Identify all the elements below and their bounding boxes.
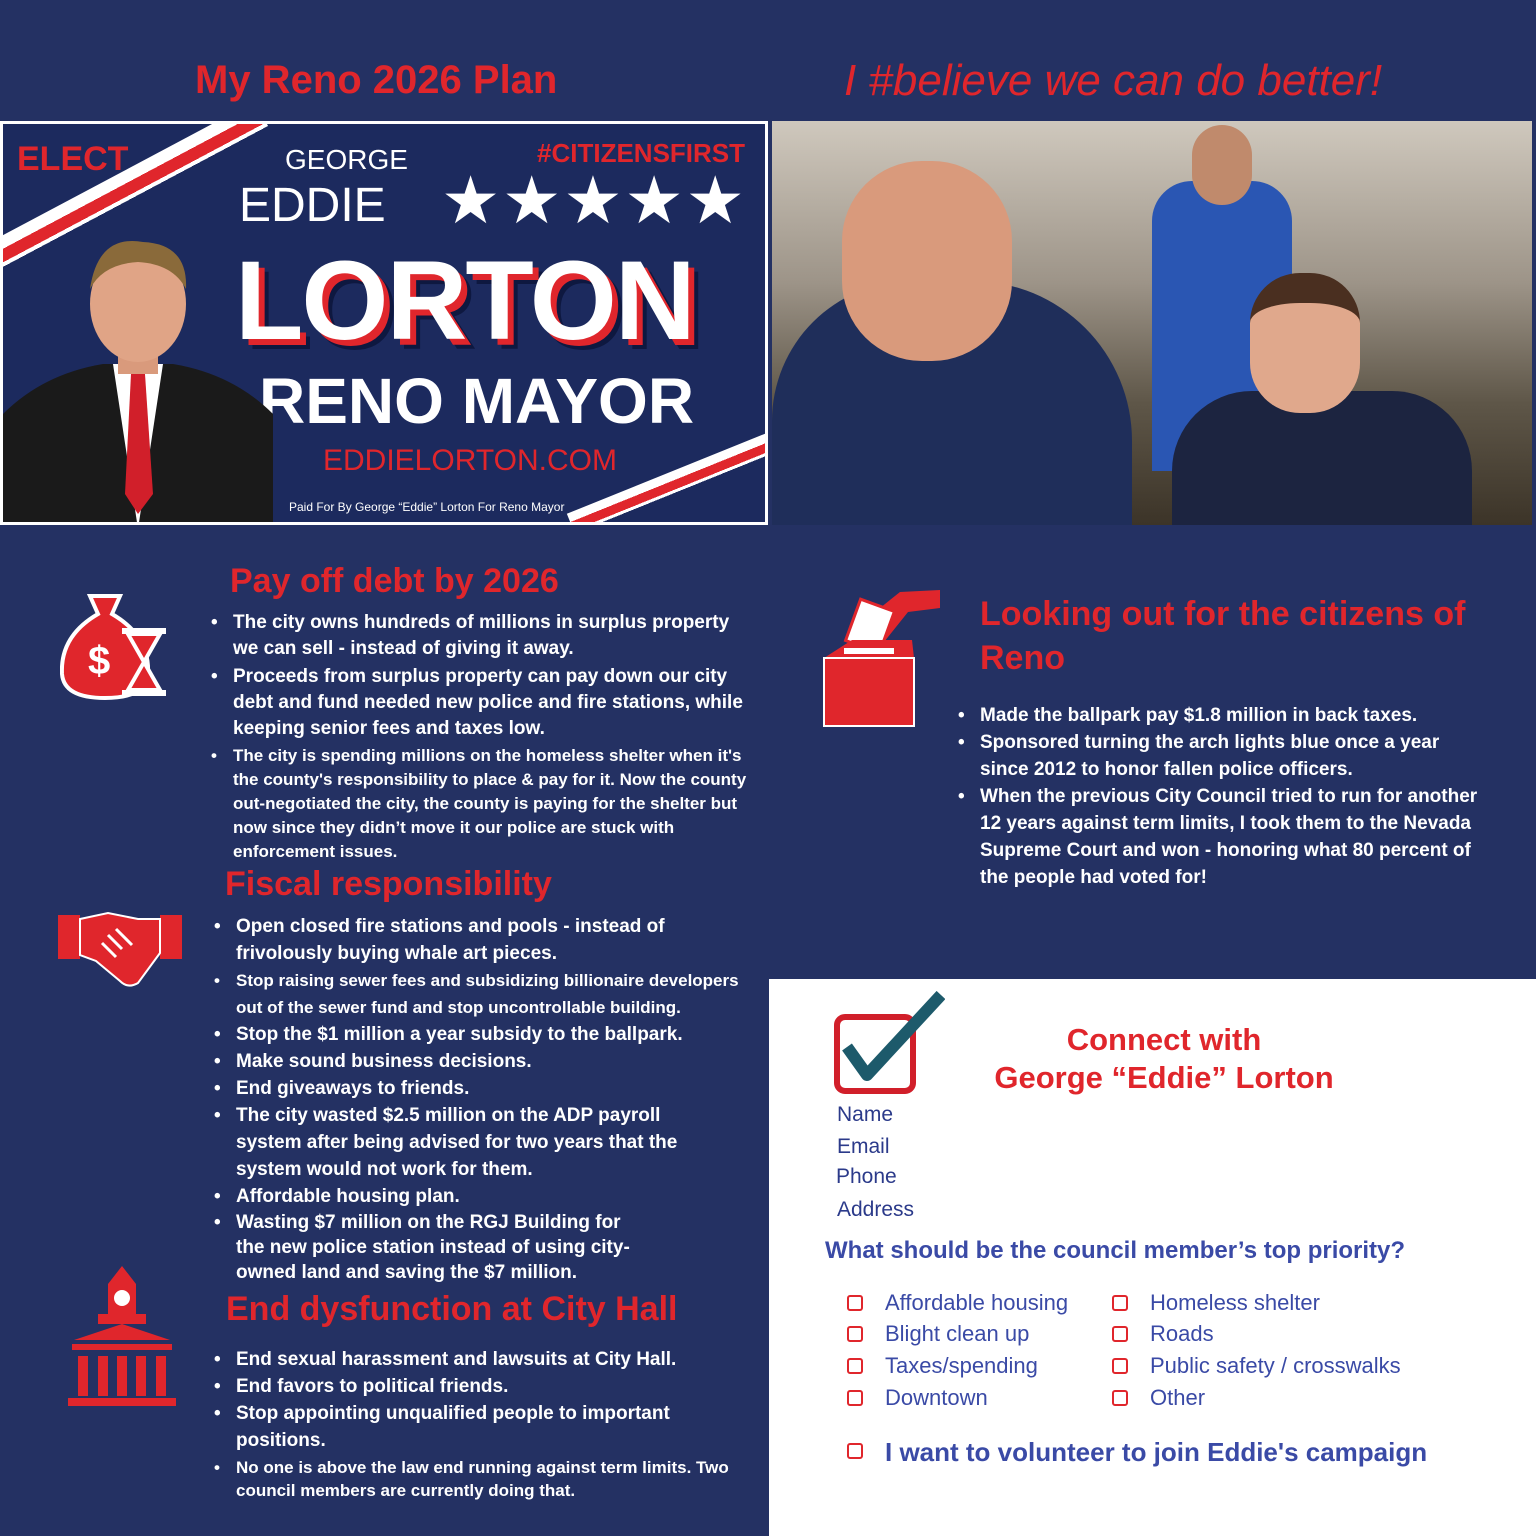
event-photo (772, 121, 1532, 525)
checkbox[interactable] (847, 1443, 863, 1459)
list-item: • The city wasted $2.5 million on the ADP payroll system after being advised for two years that the system would not work for them. (212, 1102, 692, 1183)
slogan: I #believe we can do better! (844, 56, 1383, 105)
checkbox[interactable] (1112, 1295, 1128, 1311)
sign-website: EDDIELORTON.COM (323, 444, 617, 477)
address-field[interactable]: Address (837, 1198, 915, 1221)
list-item: • End sexual harassment and lawsuits at City Hall. (212, 1346, 752, 1373)
list-item: • No one is above the law end running against term limits. Two council members are currently doing that. (212, 1456, 752, 1502)
debt-bullets (209, 610, 759, 864)
list-item: • Affordable housing plan. (212, 1183, 757, 1210)
list-item: • Stop the $1 million a year subsidy to the ballpark. (212, 1021, 757, 1048)
section-title-citizens: Looking out for the citizens of Reno (980, 595, 1466, 677)
email-field[interactable]: Email (837, 1135, 890, 1158)
option-roads[interactable]: Roads (1112, 1321, 1214, 1347)
form-title: Connect with George “Eddie” Lorton (994, 1022, 1334, 1095)
list-item: • The city owns hundreds of millions in surplus property we can sell - instead of giving it away. (209, 610, 759, 662)
option-homeless-shelter[interactable]: Homeless shelter (1112, 1290, 1320, 1316)
name-field[interactable]: Name (837, 1103, 894, 1126)
checkbox[interactable] (1112, 1390, 1128, 1406)
list-item: • Open closed fire stations and pools - instead of frivolously buying whale art pieces. (212, 913, 757, 967)
section-title-cityhall: End dysfunction at City Hall (226, 1290, 678, 1328)
option-other[interactable]: Other (1112, 1385, 1205, 1411)
checkbox[interactable] (847, 1326, 863, 1342)
checkmark-icon (833, 991, 945, 1095)
sign-nickname: EDDIE (239, 179, 386, 232)
section-title-debt: Pay off debt by 2026 (230, 562, 559, 600)
sign-paid-for: Paid For By George “Eddie” Lorton For Reno Mayor (289, 500, 565, 514)
phone-field[interactable]: Phone (836, 1165, 897, 1188)
campaign-sign (0, 121, 768, 525)
list-item: • Stop appointing unqualified people to important positions. (212, 1400, 712, 1454)
priority-question: What should be the council member’s top priority? (825, 1237, 1406, 1264)
checkbox[interactable] (847, 1358, 863, 1374)
contact-form (769, 979, 1536, 1536)
citizens-bullets (956, 702, 1496, 891)
checkbox[interactable] (847, 1390, 863, 1406)
candidate-portrait (3, 234, 273, 525)
list-item: • Make sound business decisions. (212, 1048, 757, 1075)
list-item: • End giveaways to friends. (212, 1075, 757, 1102)
svg-text:$: $ (88, 639, 111, 683)
sign-last-name: LORTON (235, 238, 694, 363)
ballot-box-icon (822, 582, 942, 730)
checkbox[interactable] (1112, 1326, 1128, 1342)
volunteer-option[interactable]: I want to volunteer to join Eddie's campaign (847, 1437, 1427, 1468)
list-item: • Proceeds from surplus property can pay down our city debt and fund needed new police and fire stations, while keeping senior fees and taxes low. (209, 664, 759, 742)
list-item: • Sponsored turning the arch lights blue once a year since 2012 to honor fallen police officers. (956, 729, 1456, 783)
city-hall-icon (68, 1262, 176, 1408)
list-item: • End favors to political friends. (212, 1373, 752, 1400)
list-item: • When the previous City Council tried to run for another 12 years against term limits, I took them to the Nevada Supreme Court and won - honoring what 80 percent of the people had voted for! (956, 783, 1496, 891)
sign-first-name: GEORGE (285, 144, 408, 175)
list-item: • Stop raising sewer fees and subsidizing billionaire developers out of the sewer fund and stop uncontrollable building. (212, 967, 757, 1021)
list-item: • Wasting $7 million on the RGJ Building for the new police station instead of using city-owned land and saving the $7 million. (212, 1210, 642, 1285)
checkbox[interactable] (1112, 1358, 1128, 1374)
sign-office: RENO MAYOR (259, 365, 695, 437)
option-blight-clean-up[interactable]: Blight clean up (847, 1321, 1029, 1347)
option-taxes-spending[interactable]: Taxes/spending (847, 1353, 1038, 1379)
sign-elect: ELECT (17, 140, 129, 178)
handshake-icon (58, 905, 182, 989)
checkbox[interactable] (847, 1295, 863, 1311)
sign-stars: ★★★★★ (441, 163, 747, 237)
list-item: • The city is spending millions on the homeless shelter when it's the county's responsibility to place & pay for it. Now the county out-negotiated the city, the county is paying for the shelter but now since they didn’t move it our police are stuck with enforcement issues. (209, 744, 759, 864)
section-title-fiscal: Fiscal responsibility (225, 865, 552, 903)
option-public-safety[interactable]: Public safety / crosswalks (1112, 1353, 1401, 1379)
option-downtown[interactable]: Downtown (847, 1385, 988, 1411)
sign-hashtag: #CITIZENSFIRST (537, 138, 746, 168)
cityhall-bullets (212, 1346, 752, 1502)
option-affordable-housing[interactable]: Affordable housing (847, 1290, 1068, 1316)
money-bag-hourglass-icon (60, 586, 170, 702)
list-item: • Made the ballpark pay $1.8 million in back taxes. (956, 702, 1496, 729)
plan-title: My Reno 2026 Plan (195, 58, 558, 102)
fiscal-bullets (212, 913, 757, 1285)
